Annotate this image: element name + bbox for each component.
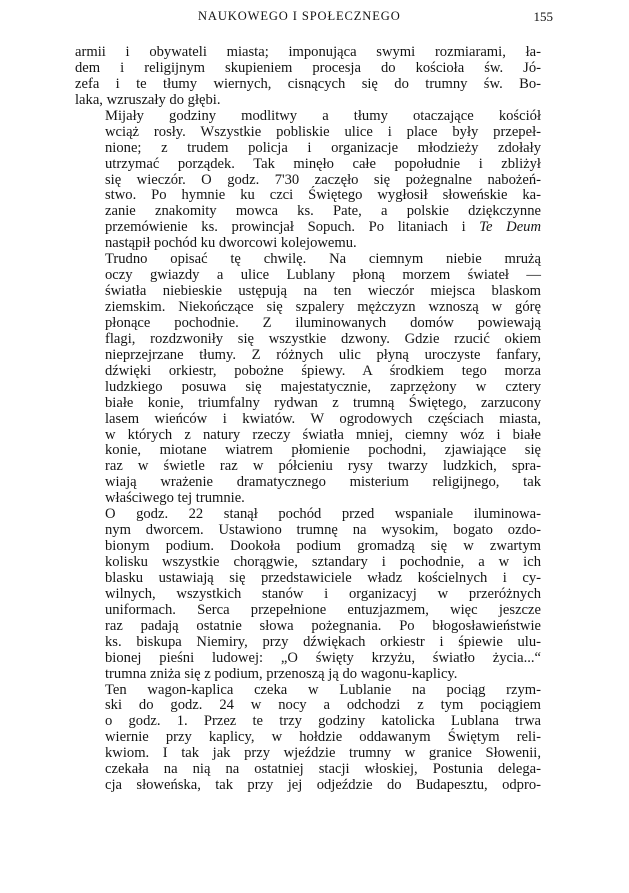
text-line: kolisku wszystkie chorągwie, sztandary i pochodnie, a w ich (105, 554, 541, 570)
text-line: O godz. 22 stanął pochód przed wspaniale iluminowa- (105, 506, 541, 523)
text-line: się wieczór. O godz. 7'30 zaczęło się pożegnalne nabożeń- (105, 171, 541, 188)
text-line: bionym podium. Dookoła podium gromadzą się w zwartym (105, 538, 541, 555)
text-line: flagi, rozdzwoniły się wszystkie dzwony. Gdzie rzucić okiem (105, 330, 541, 347)
text-line: ks. biskupa Niemiry, przy dźwiękach orkiestr i śpiewie ulu- (105, 633, 541, 650)
paragraph (75, 683, 541, 795)
text-line: Ten wagon-kaplica czeka w Lublanie na pociąg rzym- (105, 681, 541, 698)
text-line: zefa i te tłumy wiernych, cisnących się do trumny św. Bo- (75, 75, 541, 92)
text-line: światła niebieskie ustępują na ten wieczór miejsca blaskom (105, 283, 541, 300)
text-line: dem i religijnym skupieniem procesja do kościoła św. Jó- (75, 59, 541, 76)
text-line: białe konie, triumfalny rydwan z trumną Świętego, zarzucony (105, 394, 541, 411)
text-line: Mijały godziny modlitwy a tłumy otaczające kościół (105, 107, 541, 124)
text-line: armii i obywateli miasta; imponująca swymi rozmiarami, ła- (75, 44, 541, 60)
text-line: ski do godz. 24 w nocy a odchodzi z tym pociągiem (105, 697, 541, 714)
text-line: zanie znakomity mowca ks. Pate, a polskie dziękczynne (105, 203, 541, 220)
text-line: Trudno opisać tę chwilę. Na ciemnym niebie mrużą (105, 251, 541, 268)
text-line: lasem wieńców i kwiatów. W ogrodowych częściach miasta, (105, 410, 541, 427)
text-line: przemówienie ks. prowincjał Sopuch. Po litaniach i Te Deum (105, 219, 542, 236)
text-line: o godz. 1. Przez te trzy godziny katolicka Lublana trwa (105, 713, 541, 730)
text-line: ziemskim. Niekończące się szpalery mężczyzn wznoszą w górę (105, 299, 541, 315)
running-title: NAUKOWEGO I SPOŁECZNEGO (198, 9, 401, 23)
paragraph (75, 109, 541, 252)
text-line: uniformach. Serca przepełnione entuzjazmem, więc jeszcze (105, 601, 541, 618)
paragraph (75, 45, 541, 109)
text-line: kwiom. I tak jak przy wjeździe trumny w granice Słowenii, (105, 745, 541, 762)
running-head (148, 9, 553, 29)
text-line: wciąż rosły. Wszystkie pobliskie ulice i place były przepeł- (105, 123, 541, 140)
text-line: trumna zniża się z podium, przenoszą ją do wagonu-kaplicy. (105, 665, 458, 682)
text-line: utrzymać porządek. Tak minęło całe popołudnie i zbliżył (105, 155, 541, 172)
text-line: bionej pieśni ludowej: „O święty krzyżu, światło życia...“ (105, 649, 541, 666)
text-line: w których z natury rzeczy światła mniej, ciemny wóz i białe (105, 426, 541, 443)
text-line: blasku ustawiają się przedstawiciele władz kościelnych i cy- (105, 569, 541, 586)
text-line: oczy gwiazdy a ulice Lublany płoną morzem świateł — (105, 267, 541, 284)
text-line: właściwego tej trumnie. (105, 490, 245, 507)
text-line: stwo. Po hymnie ku czci Świętego wygłosił słoweńskie ka- (105, 187, 541, 204)
text-line: wiają wrażenie dramatycznego misterium religijnego, tak (105, 474, 541, 491)
text-line: wilnych, wszystkich stanów i organizacyj w przeróżnych (105, 585, 541, 602)
text-line: nieprzejrzane tłumy. Z różnych ulic płyną uroczyste fanfary, (105, 346, 541, 363)
paragraph (75, 507, 541, 682)
text-line: konie, miotane wiatrem płomienie pochodni, zjawiające się (105, 442, 541, 459)
text-line: dźwięki orkiestr, pobożne śpiewy. A środkiem tego morza (105, 362, 541, 379)
text-line: czekała na nią na ostatniej stacji włoskiej, Postunia delega- (105, 761, 541, 778)
text-line: raz padają ostatnie słowa pożegnania. Po błogosławieństwie (105, 617, 541, 634)
body-text (75, 45, 541, 794)
text-line: wiernie przy kaplicy, w hołdzie oddawanym Świętym reli- (105, 729, 541, 746)
text-line: laka, wzruszały do głębi. (75, 91, 221, 108)
text-line: ludzkiego posuwa się majestatycznie, zaprzężony w cztery (105, 378, 541, 395)
text-line: płonące pochodnie. Z iluminowanych domów powiewają (105, 314, 541, 331)
text-line: nym dworcem. Ustawiono trumnę na wysokim, bogato ozdo- (105, 522, 541, 539)
text-line: cja słoweńska, tak przy jej odjeździe do Budapesztu, odpro- (105, 777, 541, 794)
text-line: nastąpił pochód ku dworcowi kolejowemu. (105, 235, 357, 252)
text-line: raz w świetle raz w półcieniu rysy twarzy ludzkich, spra- (105, 458, 541, 475)
page-number: 155 (533, 9, 553, 24)
paragraph (75, 252, 541, 507)
text-line: nione; z trudem policja i organizacje młodzieży zdołały (105, 139, 541, 156)
